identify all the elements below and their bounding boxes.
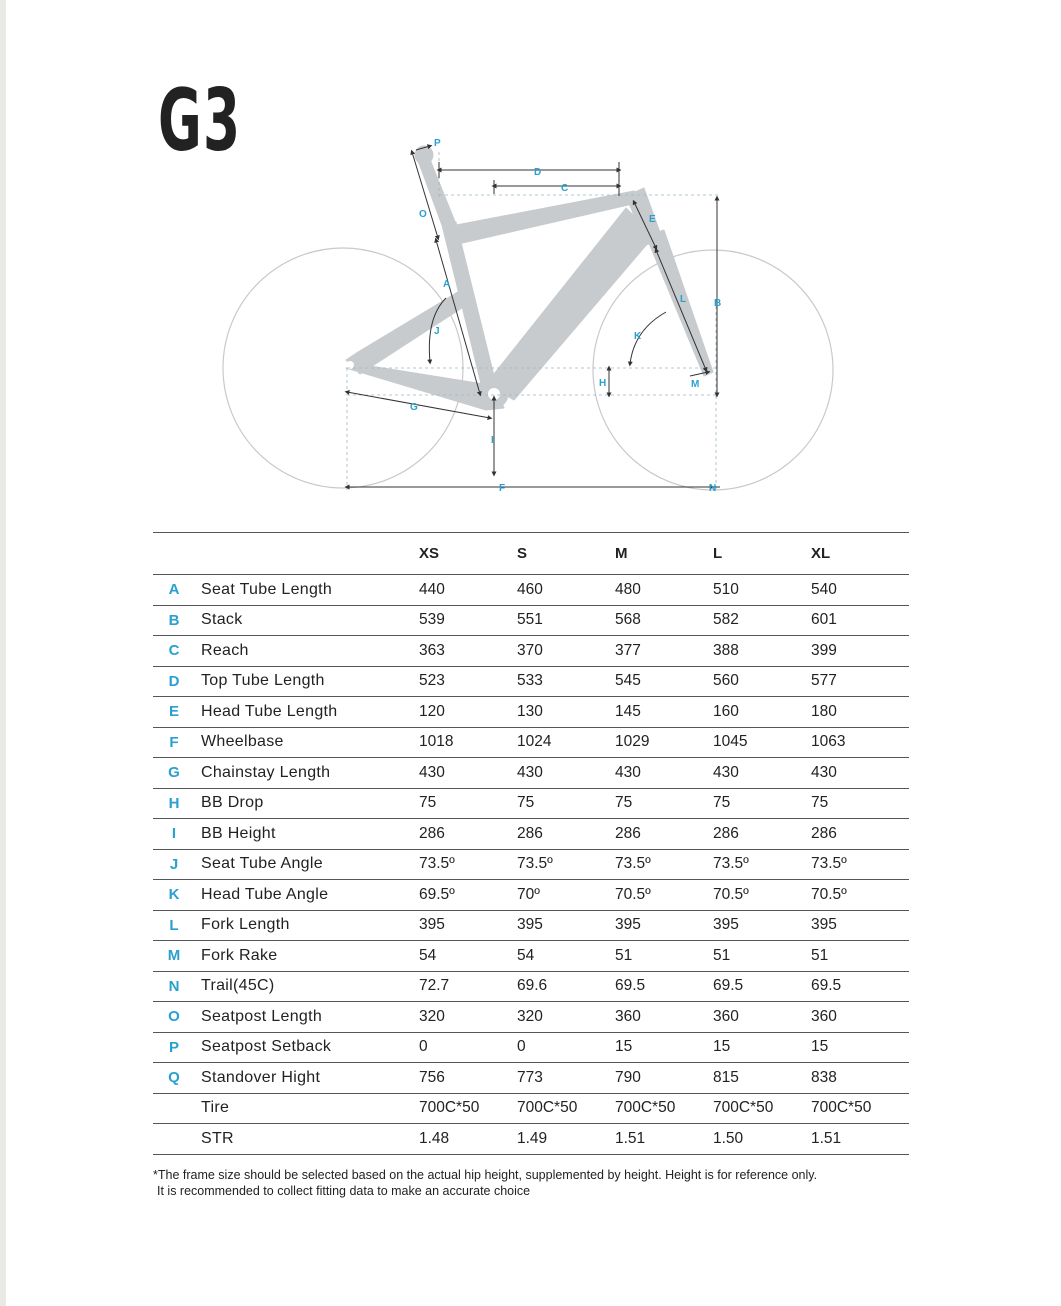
row-value: 700C*50 [713, 1093, 811, 1124]
row-value: 815 [713, 1063, 811, 1094]
dim-label-m: M [691, 379, 700, 390]
row-name: Tire [201, 1093, 419, 1124]
table-row [153, 788, 909, 819]
row-name: Standover Hight [201, 1063, 419, 1094]
row-value: 440 [419, 575, 517, 606]
row-value: 286 [419, 819, 517, 850]
row-value: 75 [811, 788, 909, 819]
row-name: Seatpost Length [201, 1002, 419, 1033]
row-value: 51 [811, 941, 909, 972]
row-value: 1.51 [811, 1124, 909, 1155]
row-value: 286 [811, 819, 909, 850]
row-name: Chainstay Length [201, 758, 419, 789]
dim-label-d: D [534, 167, 542, 178]
table-row [153, 697, 909, 728]
row-name: Seatpost Setback [201, 1032, 419, 1063]
dim-label-f: F [499, 483, 506, 494]
row-value: 568 [615, 605, 713, 636]
row-letter: A [153, 575, 201, 606]
row-value: 601 [811, 605, 909, 636]
row-name: Reach [201, 636, 419, 667]
dim-label-l: L [680, 294, 687, 305]
row-value: 399 [811, 636, 909, 667]
row-letter: K [153, 880, 201, 911]
dim-label-h: H [599, 378, 607, 389]
row-value: 54 [419, 941, 517, 972]
row-value: 69.6 [517, 971, 615, 1002]
geometry-sheet [6, 0, 1061, 1306]
row-value: 773 [517, 1063, 615, 1094]
row-value: 560 [713, 666, 811, 697]
row-value: 120 [419, 697, 517, 728]
row-value: 700C*50 [811, 1093, 909, 1124]
row-value: 430 [615, 758, 713, 789]
row-value: 286 [517, 819, 615, 850]
row-letter: N [153, 971, 201, 1002]
row-value: 480 [615, 575, 713, 606]
model-title: G3 [158, 71, 242, 171]
row-value: 388 [713, 636, 811, 667]
row-letter: Q [153, 1063, 201, 1094]
row-value: 286 [615, 819, 713, 850]
guide-lines [347, 152, 722, 490]
row-value: 1024 [517, 727, 615, 758]
row-name: Fork Length [201, 910, 419, 941]
row-name: Head Tube Angle [201, 880, 419, 911]
row-value: 75 [517, 788, 615, 819]
row-value: 1029 [615, 727, 713, 758]
footnote [153, 1167, 817, 1199]
dim-label-j: J [434, 326, 440, 337]
row-letter: D [153, 666, 201, 697]
row-value: 1.51 [615, 1124, 713, 1155]
row-name: BB Drop [201, 788, 419, 819]
row-value: 395 [517, 910, 615, 941]
row-name: STR [201, 1124, 419, 1155]
table-row [153, 849, 909, 880]
size-header: L [713, 533, 811, 575]
footnote-line-2: It is recommended to collect fitting data to make an accurate choice [157, 1184, 531, 1198]
row-value: 320 [517, 1002, 615, 1033]
row-value: 700C*50 [615, 1093, 713, 1124]
row-value: 360 [615, 1002, 713, 1033]
row-value: 15 [713, 1032, 811, 1063]
row-value: 72.7 [419, 971, 517, 1002]
row-letter: G [153, 758, 201, 789]
row-value: 130 [517, 697, 615, 728]
row-value: 73.5º [713, 849, 811, 880]
table-row [153, 1032, 909, 1063]
footnote-line-1: *The frame size should be selected based on the actual hip height, supplemented by height. Height is for reference only. [153, 1168, 818, 1182]
size-header: S [517, 533, 615, 575]
row-name: Seat Tube Angle [201, 849, 419, 880]
row-value: 700C*50 [517, 1093, 615, 1124]
table-row [153, 666, 909, 697]
row-value: 51 [615, 941, 713, 972]
row-value: 75 [419, 788, 517, 819]
table-row [153, 880, 909, 911]
row-letter: H [153, 788, 201, 819]
row-letter: M [153, 941, 201, 972]
size-header: M [615, 533, 713, 575]
row-value: 73.5º [615, 849, 713, 880]
row-value: 15 [811, 1032, 909, 1063]
row-value: 69.5 [713, 971, 811, 1002]
row-name: Wheelbase [201, 727, 419, 758]
row-value: 360 [713, 1002, 811, 1033]
row-letter: L [153, 910, 201, 941]
row-value: 790 [615, 1063, 713, 1094]
table-row [153, 727, 909, 758]
row-value: 756 [419, 1063, 517, 1094]
row-value: 1063 [811, 727, 909, 758]
row-value: 69.5 [615, 971, 713, 1002]
row-value: 54 [517, 941, 615, 972]
row-value: 1045 [713, 727, 811, 758]
row-value: 395 [811, 910, 909, 941]
dim-label-a: A [443, 279, 451, 290]
row-value: 1018 [419, 727, 517, 758]
table-header-row [153, 533, 909, 575]
geometry-table [153, 532, 909, 1155]
size-header: XL [811, 533, 909, 575]
dim-label-g: G [410, 402, 418, 413]
row-value: 145 [615, 697, 713, 728]
table-row [153, 605, 909, 636]
row-letter: B [153, 605, 201, 636]
row-letter: E [153, 697, 201, 728]
row-value: 75 [615, 788, 713, 819]
row-letter: F [153, 727, 201, 758]
row-value: 73.5º [811, 849, 909, 880]
row-value: 51 [713, 941, 811, 972]
table-row [153, 819, 909, 850]
row-value: 70º [517, 880, 615, 911]
dim-label-e: E [649, 214, 656, 225]
row-value: 15 [615, 1032, 713, 1063]
row-name: BB Height [201, 819, 419, 850]
row-name: Head Tube Length [201, 697, 419, 728]
row-value: 395 [615, 910, 713, 941]
row-value: 70.5º [811, 880, 909, 911]
table-row [153, 758, 909, 789]
row-name: Top Tube Length [201, 666, 419, 697]
row-value: 73.5º [419, 849, 517, 880]
dim-label-b: B [714, 298, 722, 309]
row-value: 363 [419, 636, 517, 667]
row-name: Fork Rake [201, 941, 419, 972]
row-value: 75 [713, 788, 811, 819]
row-letter: O [153, 1002, 201, 1033]
row-letter: C [153, 636, 201, 667]
row-letter [153, 1093, 201, 1124]
row-value: 545 [615, 666, 713, 697]
row-value: 69.5 [811, 971, 909, 1002]
row-value: 539 [419, 605, 517, 636]
row-value: 551 [517, 605, 615, 636]
row-value: 360 [811, 1002, 909, 1033]
row-value: 286 [713, 819, 811, 850]
row-value: 838 [811, 1063, 909, 1094]
row-value: 430 [517, 758, 615, 789]
row-value: 70.5º [713, 880, 811, 911]
size-header: XS [419, 533, 517, 575]
row-value: 0 [419, 1032, 517, 1063]
dim-label-c: C [561, 183, 569, 194]
table-row [153, 1124, 909, 1155]
row-name: Stack [201, 605, 419, 636]
dim-label-o: O [419, 209, 427, 220]
dim-label-p: P [434, 138, 441, 149]
row-value: 377 [615, 636, 713, 667]
row-value: 577 [811, 666, 909, 697]
table-row [153, 941, 909, 972]
row-value: 0 [517, 1032, 615, 1063]
row-value: 395 [419, 910, 517, 941]
row-value: 1.48 [419, 1124, 517, 1155]
row-value: 160 [713, 697, 811, 728]
row-value: 320 [419, 1002, 517, 1033]
frame-geometry-diagram [6, 0, 1061, 520]
row-value: 1.49 [517, 1124, 615, 1155]
dim-label-i: I [491, 435, 494, 446]
table-row [153, 575, 909, 606]
row-value: 582 [713, 605, 811, 636]
row-value: 510 [713, 575, 811, 606]
table-row [153, 971, 909, 1002]
row-value: 1.50 [713, 1124, 811, 1155]
row-value: 460 [517, 575, 615, 606]
row-value: 540 [811, 575, 909, 606]
table-row [153, 1002, 909, 1033]
row-letter: I [153, 819, 201, 850]
row-name: Seat Tube Length [201, 575, 419, 606]
table-row [153, 910, 909, 941]
row-name: Trail(45C) [201, 971, 419, 1002]
row-letter [153, 1124, 201, 1155]
row-value: 430 [811, 758, 909, 789]
row-value: 533 [517, 666, 615, 697]
row-value: 523 [419, 666, 517, 697]
row-value: 430 [419, 758, 517, 789]
table-row [153, 636, 909, 667]
dim-label-k: K [634, 331, 642, 342]
row-value: 430 [713, 758, 811, 789]
row-value: 70.5º [615, 880, 713, 911]
row-value: 395 [713, 910, 811, 941]
row-value: 370 [517, 636, 615, 667]
dim-label-n: N [709, 483, 717, 494]
front-wheel [593, 250, 833, 490]
row-value: 700C*50 [419, 1093, 517, 1124]
row-letter: J [153, 849, 201, 880]
row-value: 180 [811, 697, 909, 728]
row-value: 73.5º [517, 849, 615, 880]
table-row [153, 1093, 909, 1124]
row-letter: P [153, 1032, 201, 1063]
dimension-lines [347, 146, 720, 487]
row-value: 69.5º [419, 880, 517, 911]
table-row [153, 1063, 909, 1094]
